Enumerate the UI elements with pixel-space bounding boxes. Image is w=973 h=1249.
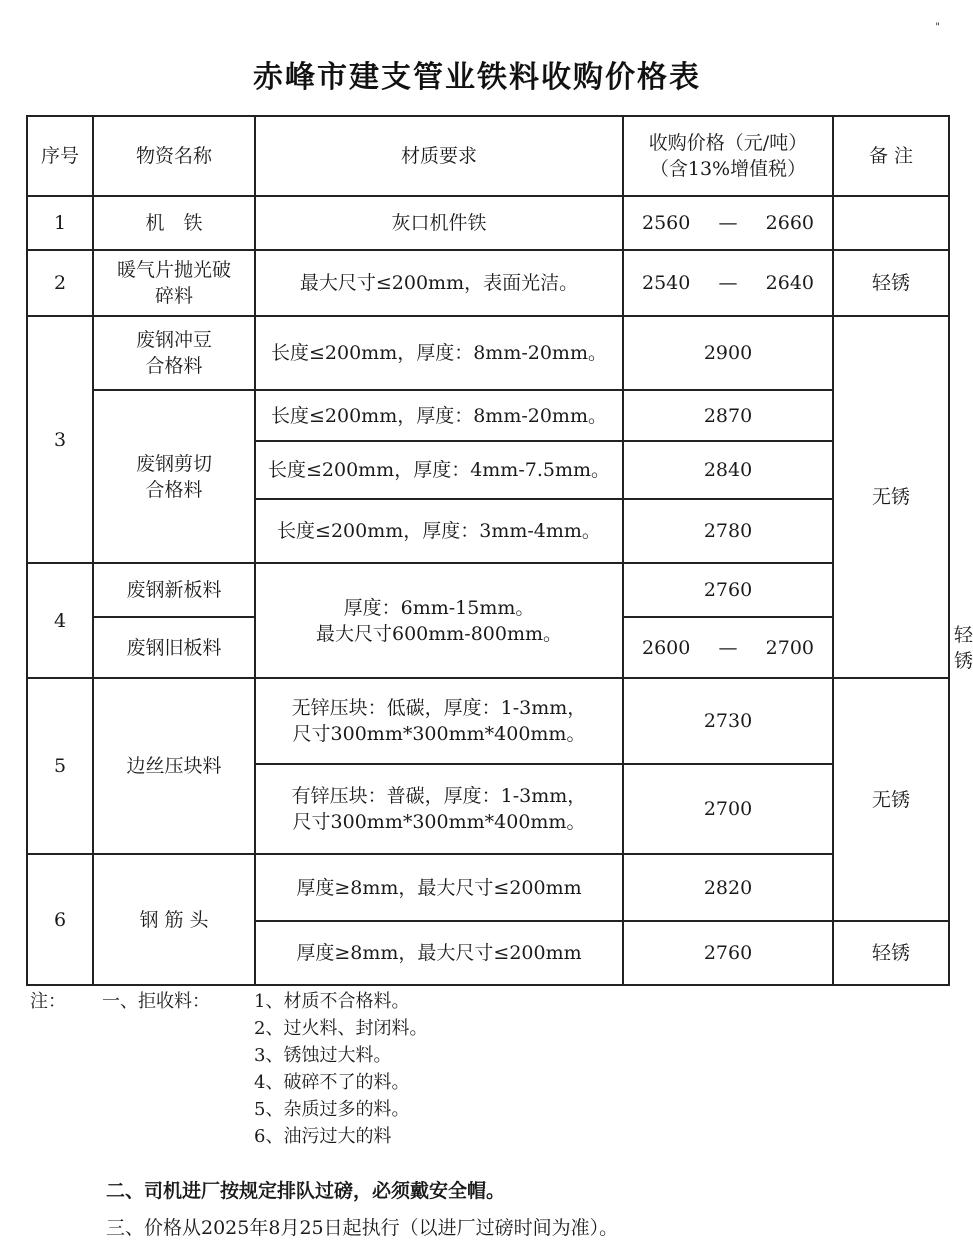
reject-list: [254, 988, 427, 1150]
row5b-price: 2700: [623, 764, 833, 854]
header-price-line2: （含13%增值税）: [649, 158, 807, 180]
row3a-name-line1: 废钢冲豆: [135, 329, 212, 351]
table-row: [27, 196, 949, 250]
row3b2-spec: 长度≤200mm，厚度：4mm-7.5mm。: [255, 441, 623, 499]
header-price: [623, 116, 833, 196]
row3a-spec: 长度≤200mm，厚度：8mm-20mm。: [255, 316, 623, 390]
notes-section1-title: 一、拒收料：: [102, 991, 210, 1012]
row2-seq: 2: [27, 250, 93, 316]
row1-price: [623, 196, 833, 250]
row2-price-low: 2540: [642, 272, 691, 294]
row3-4-remark: 无锈: [833, 316, 949, 678]
row3a-price: 2900: [623, 316, 833, 390]
row5b-spec: [255, 764, 623, 854]
list-item: 4、破碎不了的料。: [254, 1072, 410, 1093]
row5-name: 边丝压块料: [93, 678, 255, 854]
header-row: [27, 116, 949, 196]
row3b3-spec: 长度≤200mm，厚度：3mm-4mm。: [255, 499, 623, 563]
row3b3-price: 2780: [623, 499, 833, 563]
price-table: [26, 115, 973, 986]
row4-spec: [255, 563, 623, 678]
row5b-spec-line1: 有锌压块：普碳，厚度：1-3mm，: [291, 785, 587, 807]
row3b2-price: 2840: [623, 441, 833, 499]
row4b-price-high: 2700: [765, 636, 814, 659]
list-item: 1、材质不合格料。: [254, 991, 410, 1012]
notes-section3: 三、价格从2025年8月25日起执行（以进厂过磅时间为准）。: [106, 1217, 619, 1239]
row6b-price: 2760: [623, 921, 833, 985]
row4a-name: 废钢新板料: [93, 563, 255, 617]
row5-6-remark: 无锈: [833, 678, 949, 921]
row4-seq: 4: [27, 563, 93, 678]
row5a-price: 2730: [623, 678, 833, 764]
row1-price-high: 2660: [765, 212, 814, 234]
row4b-dash: —: [718, 636, 738, 659]
list-item: 3、锈蚀过大料。: [254, 1045, 392, 1066]
row1-dash: —: [718, 212, 738, 234]
row4b-name: 废钢旧板料: [93, 617, 255, 678]
row6b-spec: 厚度≥8mm，最大尺寸≤200mm: [255, 921, 623, 985]
page-title: 赤峰市建支管业铁料收购价格表: [253, 60, 701, 95]
row6b-remark: 轻锈: [833, 921, 949, 985]
header-seq: 序号: [27, 116, 93, 196]
row4-spec-line1: 厚度：6mm-15mm。: [343, 596, 535, 619]
row2-name-line1: 暖气片抛光破: [116, 259, 231, 281]
row3-seq: 3: [27, 316, 93, 563]
row2-price: [623, 250, 833, 316]
row6-name: 钢 筋 头: [93, 854, 255, 985]
row1-name: 机 铁: [93, 196, 255, 250]
row3b-name-line2: 合格料: [145, 478, 203, 501]
row1-spec: 灰口机件铁: [255, 196, 623, 250]
row3b-name-line1: 废钢剪切: [135, 452, 212, 475]
row5-seq: 5: [27, 678, 93, 854]
list-item: 5、杂质过多的料。: [254, 1099, 410, 1120]
notes-label: 注：: [30, 991, 66, 1012]
row5a-spec: [255, 678, 623, 764]
table-row: [27, 316, 949, 390]
row5a-spec-line2: 尺寸300mm*300mm*400mm。: [292, 723, 586, 745]
table-row: [27, 390, 949, 441]
row1-remark: [833, 196, 949, 250]
row3b1-spec: 长度≤200mm，厚度：8mm-20mm。: [255, 390, 623, 441]
row2-spec: 最大尺寸≤200mm，表面光洁。: [255, 250, 623, 316]
table-row: [27, 250, 949, 316]
row4a-price: 2760: [623, 563, 833, 617]
row2-remark: 轻锈: [833, 250, 949, 316]
table-row: 废钢旧板料 2600 — 2700 轻锈: [27, 617, 949, 678]
row5b-spec-line2: 尺寸300mm*300mm*400mm。: [292, 811, 586, 833]
header-remark: 备 注: [833, 116, 949, 196]
header-name: 物资名称: [93, 116, 255, 196]
table-row: [27, 678, 949, 764]
row6-seq: 6: [27, 854, 93, 985]
list-item: 2、过火料、封闭料。: [254, 1018, 428, 1039]
row2-name: [93, 250, 255, 316]
row6a-price: 2820: [623, 854, 833, 921]
row2-name-line2: 碎料: [154, 285, 193, 307]
row2-dash: —: [718, 272, 738, 294]
list-item: 6、油污过大的料: [254, 1126, 392, 1147]
row3b1-price: 2870: [623, 390, 833, 441]
header-price-line1: 收购价格（元/吨）: [648, 132, 808, 154]
header-spec: 材质要求: [255, 116, 623, 196]
table-row: [27, 854, 949, 921]
row1-price-low: 2560: [642, 212, 691, 234]
row4b-price-low: 2600: [642, 636, 691, 659]
corner-mark: ": [935, 22, 940, 33]
table-row: [27, 563, 949, 617]
notes-section2: 二、司机进厂按规定排队过磅，必须戴安全帽。: [106, 1180, 506, 1202]
row1-seq: 1: [27, 196, 93, 250]
row5a-spec-line1: 无锌压块：低碳，厚度：1-3mm，: [291, 697, 587, 719]
row3a-name: [93, 316, 255, 390]
row4b-price: [623, 617, 833, 678]
row4-spec-line2: 最大尺寸600mm-800mm。: [315, 622, 563, 645]
row6a-spec: 厚度≥8mm，最大尺寸≤200mm: [255, 854, 623, 921]
row3b-name: [93, 390, 255, 563]
row2-price-high: 2640: [765, 272, 814, 294]
row3a-name-line2: 合格料: [145, 355, 203, 377]
